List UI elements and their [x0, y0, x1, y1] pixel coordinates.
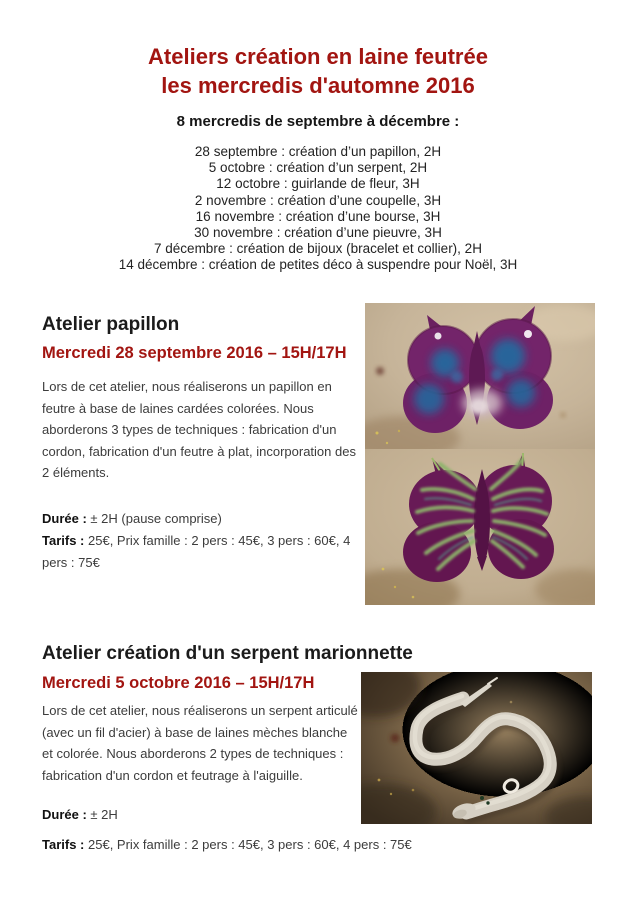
duration-label: Durée :: [42, 807, 87, 822]
section-heading-serpent: Atelier création d'un serpent marionnette: [42, 643, 413, 664]
tariff-line-serpent: [42, 834, 622, 856]
section-body-papillon: Lors de cet atelier, nous réaliserons un papillon en feutre à base de laines cardées colorées. Nous aborderons 3 types de techniques : fabrication d'un cordon, fabrication d'un feutre à plat, incorporation des 2 éléments.: [42, 379, 356, 480]
schedule-item: 2 novembre : création d’une coupelle, 3H: [194, 192, 442, 208]
duration-line-papillon: [42, 508, 362, 530]
schedule-item: 14 décembre : création de petites déco à suspendre pour Noël, 3H: [118, 257, 518, 273]
section-date-serpent: Mercredi 5 octobre 2016 – 15H/17H: [42, 674, 315, 692]
schedule-list: [0, 144, 636, 274]
duration-value: ± 2H (pause comprise): [90, 511, 222, 526]
duration-label: Durée :: [42, 511, 87, 526]
schedule-intro: 8 mercredis de septembre à décembre :: [176, 113, 460, 130]
tariff-value: 25€, Prix famille : 2 pers : 45€, 3 pers : 60€, 4 pers : 75€: [88, 837, 412, 852]
schedule-item: 5 octobre : création d’un serpent, 2H: [208, 160, 428, 176]
butterfly-green-photo: [365, 449, 595, 605]
flyer-header: [0, 0, 636, 274]
serpent-illustration: [361, 672, 592, 824]
schedule-item: 16 novembre : création d’une bourse, 3H: [195, 208, 441, 224]
tariff-line-papillon: [42, 530, 362, 573]
duration-line-serpent: [42, 804, 360, 826]
tariff-label: Tarifs :: [42, 837, 85, 852]
schedule-item: 7 décembre : création de bijoux (bracelet et collier), 2H: [154, 241, 482, 257]
tariff-value: 25€, Prix famille : 2 pers : 45€, 3 pers : 60€, 4 pers : 75€: [42, 533, 351, 570]
tariff-label: Tarifs :: [42, 533, 85, 548]
schedule-item: 30 novembre : création d’une pieuvre, 3H: [194, 225, 442, 241]
schedule-item: 28 septembre : création d’un papillon, 2H: [194, 144, 442, 159]
serpent-photo: [361, 672, 592, 824]
page-title-line1: Ateliers création en laine feutrée: [148, 44, 488, 69]
page-title-line2: les mercredis d'automne 2016: [161, 73, 475, 98]
butterfly-blue-photo: [365, 303, 595, 449]
butterfly-blue-illustration: [365, 303, 595, 449]
butterfly-photo-column: [365, 303, 595, 605]
duration-value: ± 2H: [90, 807, 118, 822]
section-body-serpent: Lors de cet atelier, nous réaliserons un serpent articulé (avec un fil d'acier) à base de laines mèches blanche et colorée. Nous aborderons 2 types de techniques : fabrication d'un cordon et feutrage à l'aiguille.: [42, 703, 358, 783]
page-title: [0, 42, 636, 100]
section-heading-papillon: Atelier papillon: [42, 314, 180, 335]
section-date-papillon: Mercredi 28 septembre 2016 – 15H/17H: [42, 344, 347, 362]
butterfly-green-illustration: [365, 449, 595, 605]
schedule-item: 12 octobre : guirlande de fleur, 3H: [216, 176, 420, 192]
